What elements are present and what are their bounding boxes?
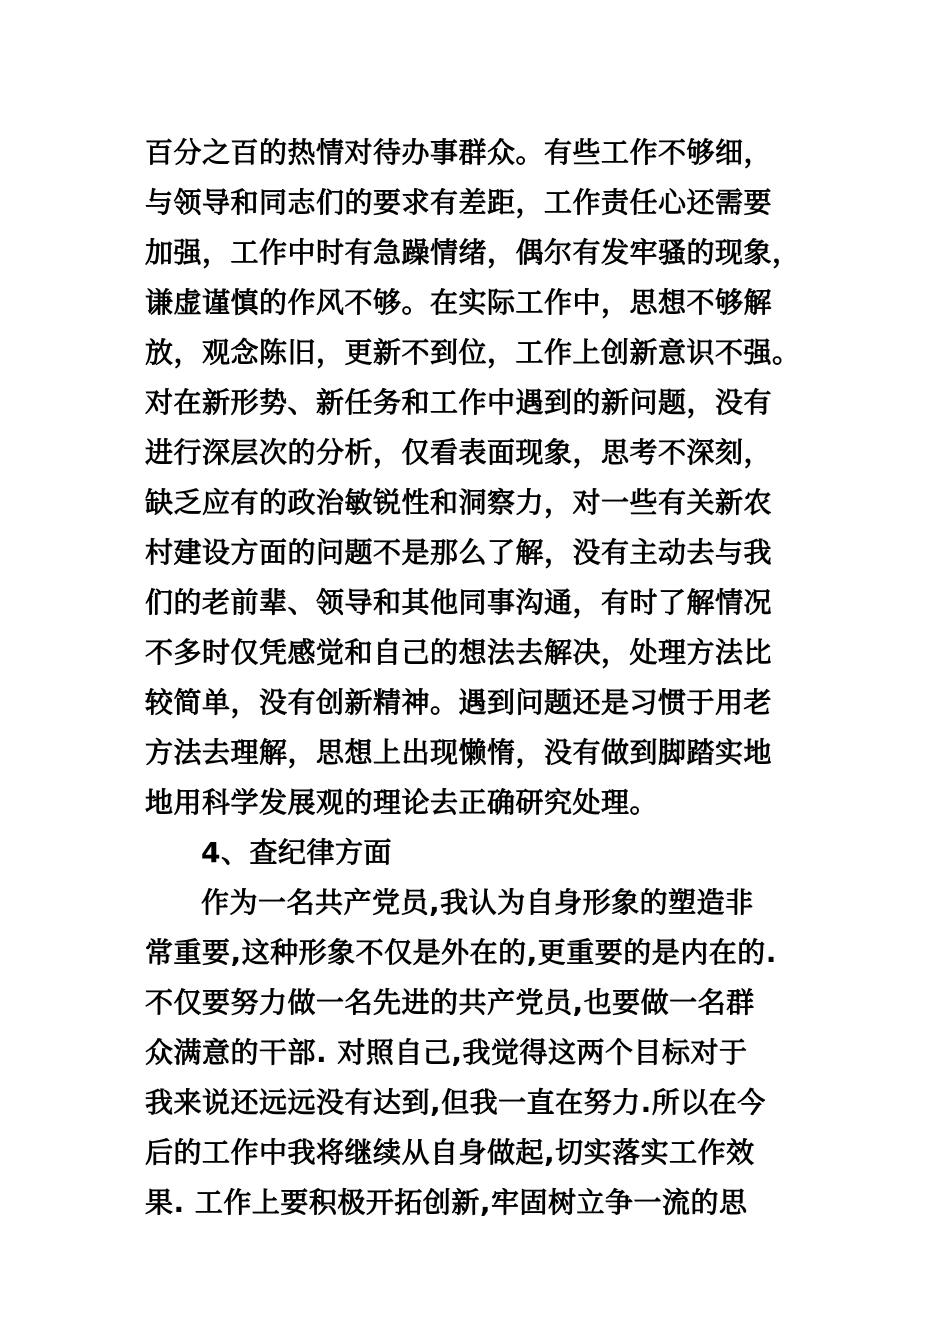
text-line-1: 百分之百的热情对待办事群众。有些工作不够细， [145, 136, 773, 169]
text-line-20: 我来说还远远没有达到,但我一直在努力.所以在今 [145, 1086, 766, 1119]
text-line-9: 村建设方面的问题不是那么了解，没有主动去与我 [145, 536, 773, 569]
text-line-3: 加强，工作中时有急躁情绪，偶尔有发牢骚的现象， [145, 236, 801, 269]
text-line-22: 果. 工作上要积极开拓创新,牢固树立争一流的思 [145, 1186, 748, 1219]
section-heading: 4、查纪律方面 [201, 836, 392, 869]
text-line-10: 们的老前辈、领导和其他同事沟通，有时了解情况 [145, 586, 773, 619]
text-line-21: 后的工作中我将继续从自身做起,切实落实工作效 [145, 1136, 755, 1169]
text-line-8: 缺乏应有的政治敏锐性和洞察力，对一些有关新农 [145, 486, 773, 519]
text-line-7: 进行深层次的分析，仅看表面现象，思考不深刻， [145, 436, 773, 469]
text-line-11: 不多时仅凭感觉和自己的想法去解决，处理方法比 [145, 636, 773, 669]
text-line-6: 对在新形势、新任务和工作中遇到的新问题，没有 [145, 386, 773, 419]
text-line-18: 不仅要努力做一名先进的共产党员,也要做一名群 [145, 986, 755, 1019]
text-line-16: 作为一名共产党员,我认为自身形象的塑造非 [201, 886, 754, 919]
text-line-5: 放，观念陈旧，更新不到位，工作上创新意识不强。 [145, 336, 801, 369]
text-line-2: 与领导和同志们的要求有差距，工作责任心还需要 [145, 186, 773, 219]
text-line-14: 地用科学发展观的理论去正确研究处理。 [145, 786, 659, 819]
text-line-17: 常重要,这种形象不仅是外在的,更重要的是内在的. [145, 936, 777, 969]
document-body [145, 128, 815, 1228]
text-line-12: 较简单，没有创新精神。遇到问题还是习惯于用老 [145, 686, 773, 719]
text-line-19: 众满意的干部. 对照自己,我觉得这两个目标对于 [145, 1036, 748, 1069]
text-line-13: 方法去理解，思想上出现懒惰，没有做到脚踏实地 [145, 736, 773, 769]
text-line-4: 谦虚谨慎的作风不够。在实际工作中，思想不够解 [145, 286, 773, 319]
